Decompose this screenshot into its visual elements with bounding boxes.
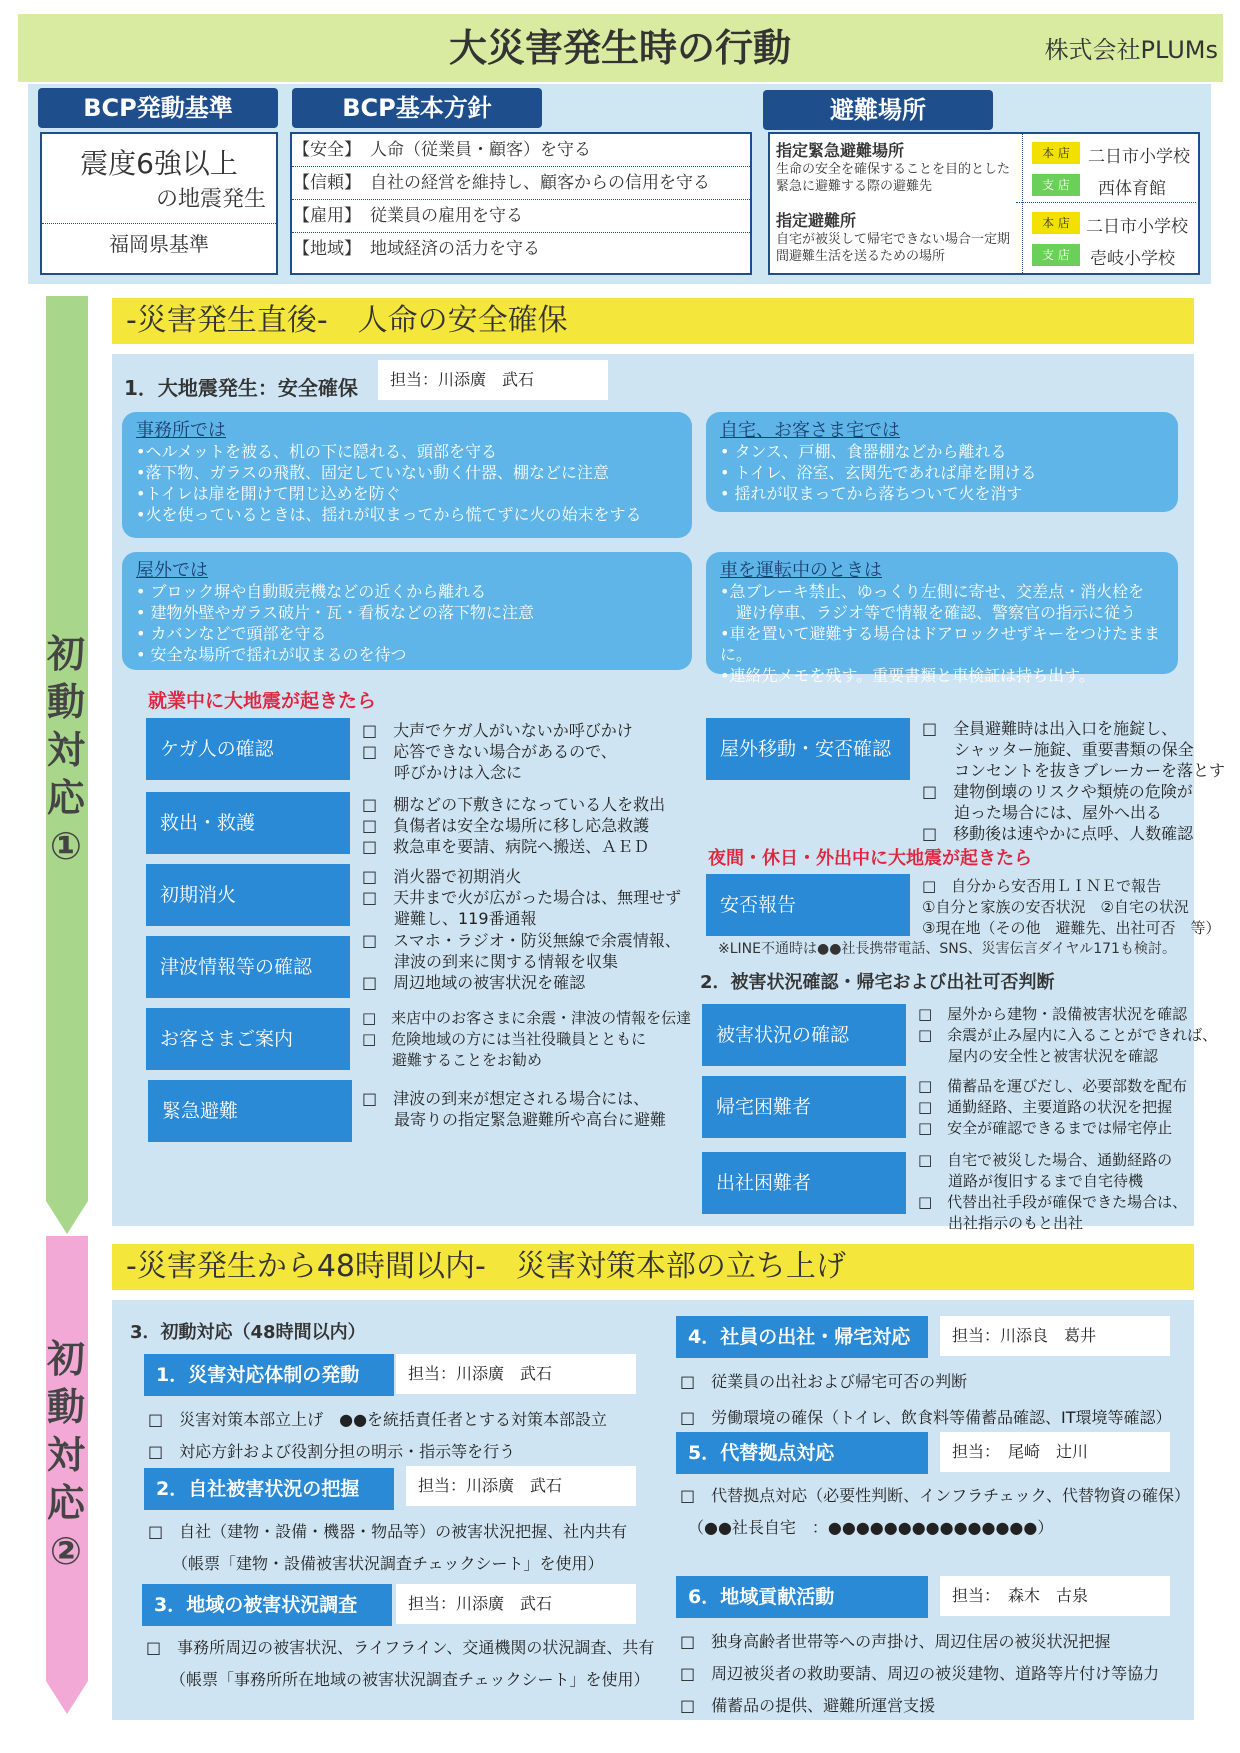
shelter1-title: 指定緊急避難場所 xyxy=(776,141,905,160)
evacuation-label: 緊急避難 xyxy=(148,1080,352,1142)
shelter2-desc: 自宅が被災して帰宅できない場合一定期間避難生活を送るための場所 xyxy=(776,232,1011,264)
main-branch-tag: 本 店 xyxy=(1032,142,1080,164)
item5-owner: 担当： 尾崎 辻川 xyxy=(940,1432,1170,1472)
criteria-line3: 福岡県基準 xyxy=(42,223,276,264)
policy-box xyxy=(290,132,752,275)
line-note: ※LINE不通時は●●社長携帯電話、SNS、災害伝言ダイヤル171も検討。 xyxy=(718,941,1176,957)
item4-label: 4．社員の出社・帰宅対応 xyxy=(676,1316,928,1358)
off-hours-heading: 夜間・休日・外出中に大地震が起きたら xyxy=(708,848,1032,869)
item6-label: 6．地域貢献活動 xyxy=(676,1576,928,1618)
injury-checklist: □ 大声でケガ人がいないか呼びかけ □ 応答できない場合があるので、 呼びかけは入念に xyxy=(362,721,633,782)
damage-checklist: □ 屋外から建物・設備被害状況を確認 □ 余震が止み屋内に入ることができれば、 屋内の安全性と被害状況を確認 xyxy=(918,1005,1218,1065)
customer-guide-label: お客さまご案内 xyxy=(146,1008,350,1070)
item2-owner: 担当：川添廣 武石 xyxy=(406,1466,636,1506)
shelter1-desc: 生命の安全を確保することを目的とした緊急に避難する際の避難先 xyxy=(776,162,1011,194)
rescue-checklist: □ 棚などの下敷きになっている人を救出 □ 負傷者は安全な場所に移し応急救護 □ 救急車を要請、病院へ搬送、ＡＥＤ xyxy=(362,795,666,856)
shelter-box xyxy=(768,132,1200,275)
section3-title: 3．初動対応（48時間以内） xyxy=(130,1322,366,1343)
main-branch-tag: 本 店 xyxy=(1032,212,1080,234)
shelter1-main: 二日市小学校 xyxy=(1088,147,1190,167)
item3-owner: 担当：川添廣 武石 xyxy=(396,1584,636,1624)
phase2-side-label: 初 動 対 応 ② xyxy=(46,1337,85,1573)
fire-label: 初期消火 xyxy=(146,864,350,926)
branch-tag: 支 店 xyxy=(1032,174,1080,196)
policy-row: 【安全】 人命（従業員・顧客）を守る xyxy=(292,134,750,167)
criteria-line1: 震度6強以上 xyxy=(80,147,238,180)
item1-label: 1．災害対応体制の発動 xyxy=(144,1354,394,1396)
evacuation-checklist: □ 津波の到来が想定される場合には、 最寄りの指定緊急避難所や高台に避難 xyxy=(362,1089,667,1129)
injury-check-label: ケガ人の確認 xyxy=(146,718,350,780)
customer-guide-checklist: □ 来店中のお客さまに余震・津波の情報を伝達 □ 危険地域の方には当社役職員とともに 避難することをお勧め xyxy=(362,1009,692,1069)
company-name: 株式会社PLUMs xyxy=(1044,36,1218,64)
fire-checklist: □ 消火器で初期消火 □ 天井まで火が広がった場合は、無理せず 避難し、119番通報 xyxy=(362,867,682,928)
criteria-line2: の地震発生 xyxy=(155,187,266,212)
item1-owner: 担当：川添廣 武石 xyxy=(396,1354,636,1394)
item3-checklist: □ 事務所周辺の被害状況、ライフライン、交通機関の状況調査、共有 （帳票「事務所所在地域の被害状況調査チェックシート」を使用） xyxy=(146,1638,655,1689)
phase1-title: -災害発生直後- 人命の安全確保 xyxy=(112,298,1194,344)
phase2-title: -災害発生から48時間以内- 災害対策本部の立ち上げ xyxy=(112,1244,1194,1290)
policy-row: 【雇用】 従業員の雇用を守る xyxy=(292,200,750,233)
stranded-home-checklist: □ 備蓄品を運びだし、必要部数を配布 □ 通勤経路、主要道路の状況を把握 □ 安全が確認できるまでは帰宅停止 xyxy=(918,1077,1188,1137)
section2-title: 2．被害状況確認・帰宅および出社可否判断 xyxy=(700,972,1055,993)
office-box: 事務所では •ヘルメットを被る、机の下に隠れる、頭部を守る •落下物、ガラスの飛散、固定していない動く什器、棚などに注意 •トイレは扉を開けて閉じ込めを防ぐ •火を使っているときは、揺れが収まってから慌てずに火の始末をする xyxy=(122,412,692,538)
branch-tag: 支 店 xyxy=(1032,244,1080,266)
shelter2-branch: 壱岐小学校 xyxy=(1090,249,1175,269)
at-work-heading: 就業中に大地震が起きたら xyxy=(148,690,377,712)
item4-owner: 担当：川添良 葛井 xyxy=(940,1316,1170,1356)
outdoor-box: 屋外では • ブロック塀や自動販売機などの近くから離れる • 建物外壁やガラス破片・瓦・看板などの落下物に注意 • カバンなどで頭部を守る • 安全な場所で揺れが収まるのを待つ xyxy=(122,552,692,670)
rescue-label: 救出・救護 xyxy=(146,792,350,854)
item1-checklist: □ 災害対策本部立上げ ●●を統括責任者とする対策本部設立 □ 対応方針および役割分担の明示・指示等を行う xyxy=(148,1410,608,1461)
outdoor-move-checklist: □ 全員避難時は出入口を施錠し、 シャッター施錠、重要書類の保全 コンセントを抜きブレーカーを落とす □ 建物倒壊のリスクや類焼の危険が 迫った場合には、屋外へ出る □ 移動後は速やかに点呼、人数確認 xyxy=(922,719,1226,843)
stranded-work-checklist: □ 自宅で被災した場合、通勤経路の 道路が復旧するまで自宅待機 □ 代替出社手段が確保できた場合は、 出社指示のもと出社 xyxy=(918,1151,1188,1232)
home-box: 自宅、お客さま宅では • タンス、戸棚、食器棚などから離れる • トイレ、浴室、玄関先であれば扉を開ける • 揺れが収まってから落ちついて火を消す xyxy=(706,412,1178,512)
item6-owner: 担当： 森木 古泉 xyxy=(940,1576,1170,1616)
shelter2-main: 二日市小学校 xyxy=(1086,217,1188,237)
section1-owner: 担当：川添廣 武石 xyxy=(378,360,608,400)
shelter2-title: 指定避難所 xyxy=(776,211,857,230)
stranded-home-label: 帰宅困難者 xyxy=(702,1076,906,1138)
damage-check-label: 被害状況の確認 xyxy=(702,1004,906,1066)
policy-row: 【信頼】 自社の経営を維持し、顧客からの信用を守る xyxy=(292,167,750,200)
item2-label: 2．自社被害状況の把握 xyxy=(144,1468,394,1510)
tsunami-checklist: □ スマホ・ラジオ・防災無線で余震情報、 津波の到来に関する情報を収集 □ 周辺地域の被害状況を確認 xyxy=(362,931,681,992)
shelter-heading: 避難場所 xyxy=(763,90,993,130)
item3-label: 3．地域の被害状況調査 xyxy=(142,1584,392,1626)
shelter1-branch: 西体育館 xyxy=(1098,179,1166,199)
safety-report-label: 安否報告 xyxy=(706,874,910,936)
tsunami-label: 津波情報等の確認 xyxy=(146,936,350,998)
phase1-side-label: 初 動 対 応 ① xyxy=(46,632,85,868)
item2-checklist: □ 自社（建物・設備・機器・物品等）の被害状況把握、社内共有 （帳票「建物・設備被害状況調査チェックシート」を使用） xyxy=(148,1522,628,1573)
bcp-policy-heading: BCP基本方針 xyxy=(292,88,542,128)
driving-box: 車を運転中のときは •急ブレーキ禁止、ゆっくり左側に寄せ、交差点・消火栓を 避け停車、ラジオ等で情報を確認、警察官の指示に従う •車を置いて避難する場合はドアロックせずキーをつけたままに。 •連絡先メモを残す。重要書類と車検証は持ち出す。 xyxy=(706,552,1178,674)
page-title: 大災害発生時の行動 xyxy=(448,26,791,70)
section1-title: 1．大地震発生：安全確保 xyxy=(124,376,358,400)
bcp-criteria-heading: BCP発動基準 xyxy=(38,88,278,128)
item5-label: 5．代替拠点対応 xyxy=(676,1432,928,1474)
outdoor-move-label: 屋外移動・安否確認 xyxy=(706,718,910,780)
item5-checklist: □ 代替拠点対応（必要性判断、インフラチェック、代替物資の確保） （●●社長自宅 ：●●●●●●●●●●●●●●●） xyxy=(680,1486,1190,1537)
stranded-work-label: 出社困難者 xyxy=(702,1152,906,1214)
criteria-box xyxy=(40,132,278,275)
item4-checklist: □ 従業員の出社および帰宅可否の判断 □ 労働環境の確保（トイレ、飲食料等備蓄品確認、IT環境等確認） xyxy=(680,1372,1172,1427)
policy-row: 【地域】 地域経済の活力を守る xyxy=(293,239,540,259)
item6-checklist: □ 独身高齢者世帯等への声掛け、周辺住居の被災状況把握 □ 周辺被災者の救助要請、周辺の被災建物、道路等片付け等協力 □ 備蓄品の提供、避難所運営支援 xyxy=(680,1632,1160,1715)
safety-report-checklist: □ 自分から安否用ＬＩＮＥで報告 ①自分と家族の安否状況 ②自宅の状況 ③現在地（その他 避難先、出社可否 等） xyxy=(922,877,1221,937)
